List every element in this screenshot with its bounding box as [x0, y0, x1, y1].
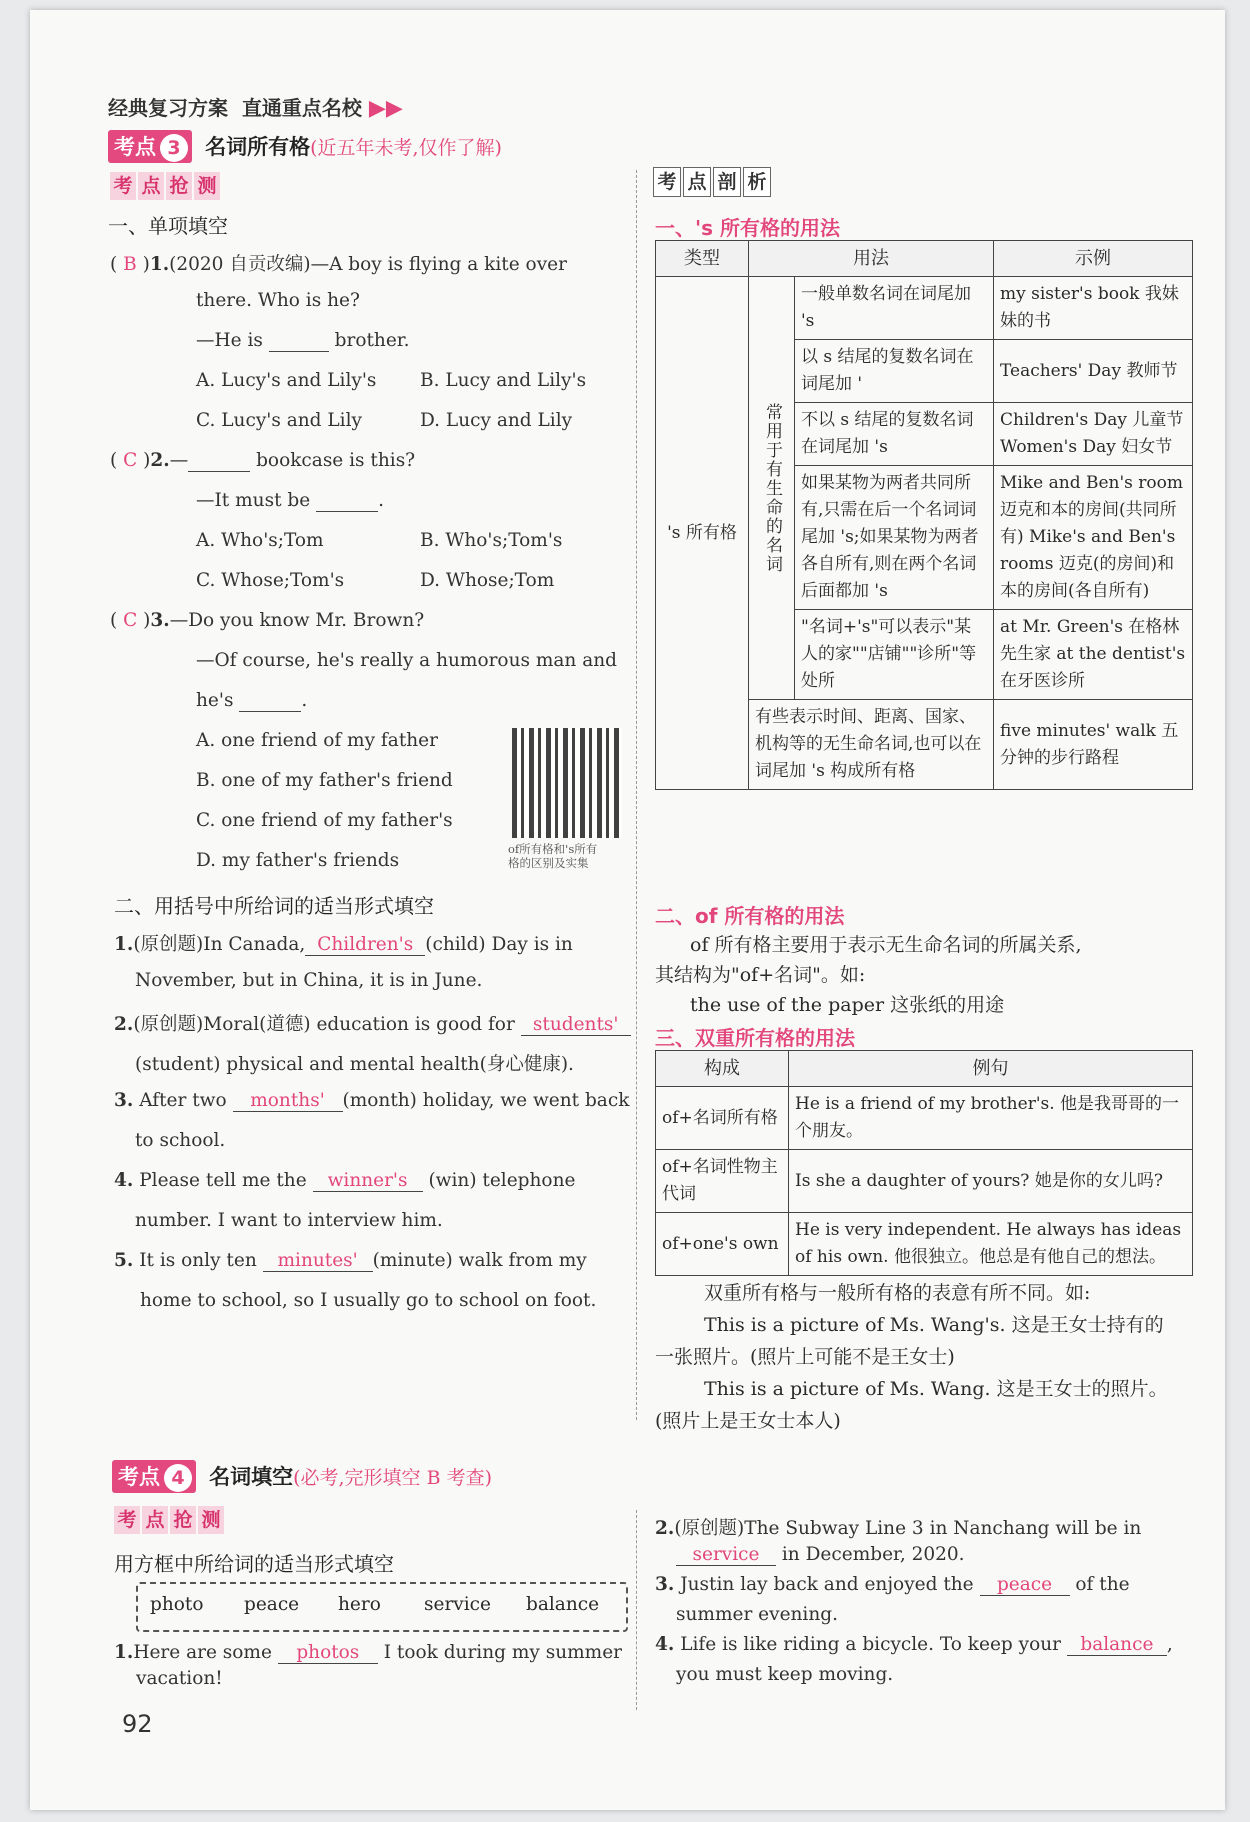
- answer: B: [123, 254, 137, 275]
- question-line: summer evening.: [676, 1604, 838, 1625]
- paragraph: the use of the paper 这张纸的用途: [690, 994, 1005, 1016]
- option-d: D. Lucy and Lily: [420, 410, 573, 431]
- question-line: —It must be .: [196, 490, 384, 511]
- fill-question-1: 1.Here are some photos I took during my summer: [114, 1642, 623, 1663]
- option-d: D. Whose;Tom: [420, 570, 555, 591]
- table-row: 不以 s 结尾的复数名词在词尾加 's Children's Day 儿童节 Women's Day 妇女节: [656, 403, 1193, 466]
- question-3: ( C )3.—Do you know Mr. Brown?: [110, 610, 425, 631]
- slogan: 直通重点名校: [241, 96, 362, 120]
- qr-caption: of所有格和's所有 格的区别及实集: [508, 842, 598, 870]
- option-b: B. one of my father's friend: [196, 770, 453, 791]
- fill-question-4: 4. Please tell me the winner's (win) telephone: [114, 1170, 576, 1191]
- table-header-row: 构成 例句: [656, 1051, 1193, 1087]
- practice-label: 考 点 抢 测: [114, 1506, 226, 1534]
- paragraph: 双重所有格与一般所有格的表意有所不同。如:: [704, 1282, 1091, 1304]
- kaodian3-title: 名词所有格: [205, 135, 311, 159]
- option-c: C. Whose;Tom's: [196, 570, 345, 591]
- part1-title: 一、单项填空: [108, 214, 228, 238]
- section-2-title: 二、of 所有格的用法: [655, 904, 845, 928]
- word: peace: [244, 1594, 300, 1615]
- option-a: A. one friend of my father: [196, 730, 438, 751]
- table-row: 's 所有格 常用于有生命的名词 一般单数名词在词尾加 's my sister's book 我妹妹的书: [656, 277, 1193, 340]
- paragraph: 其结构为"of+名词"。如:: [655, 964, 866, 986]
- word: service: [424, 1594, 491, 1615]
- table-row: 以 s 结尾的复数名词在词尾加 ' Teachers' Day 教师节: [656, 340, 1193, 403]
- question-line: there. Who is he?: [196, 290, 360, 311]
- double-possessive-table: [655, 1050, 1193, 1276]
- column-divider: [636, 170, 637, 1420]
- section-1-title: 一、's 所有格的用法: [655, 216, 840, 240]
- type-cell: 's 所有格: [656, 277, 749, 790]
- table-row: "名词+'s"可以表示"某人的家""店铺""诊所"等处所 at Mr. Green's 在格林先生家 at the dentist's 在牙医诊所: [656, 610, 1193, 700]
- option-b: B. Who's;Tom's: [420, 530, 563, 551]
- page-header: [108, 92, 403, 121]
- paragraph: This is a picture of Ms. Wang's. 这是王女士持有的: [704, 1314, 1164, 1336]
- fill-question-4: 4. Life is like riding a bicycle. To keep your balance ,: [655, 1634, 1173, 1655]
- paragraph: 一张照片。(照片上可能不是王女士): [655, 1346, 955, 1368]
- qr-code[interactable]: [512, 728, 622, 838]
- section-3-title: 三、双重所有格的用法: [655, 1026, 855, 1050]
- question-2: ( C )2.— bookcase is this?: [110, 450, 416, 471]
- table-row: of+名词性物主代词 Is she a daughter of yours? 她是你的女儿吗?: [656, 1150, 1193, 1213]
- question-line: —Of course, he's really a humorous man and: [196, 650, 618, 671]
- part2-title: 二、用括号中所给词的适当形式填空: [114, 894, 434, 918]
- question-line: vacation!: [136, 1668, 223, 1689]
- fill-question-3: 3. After two months' (month) holiday, we went back: [114, 1090, 630, 1111]
- word: balance: [526, 1594, 600, 1615]
- option-a: A. Who's;Tom: [196, 530, 324, 551]
- option-b: B. Lucy and Lily's: [420, 370, 587, 391]
- kaodian3-note: (近五年未考,仅作了解): [310, 137, 502, 159]
- word-box: [136, 1582, 628, 1632]
- option-d: D. my father's friends: [196, 850, 400, 871]
- word: photo: [150, 1594, 204, 1615]
- word: hero: [338, 1594, 381, 1615]
- double-arrow-icon: ▶▶: [368, 96, 403, 121]
- question-line: you must keep moving.: [676, 1664, 894, 1685]
- paragraph: (照片上是王女士本人): [655, 1410, 841, 1432]
- kaodian-badge: 考点 4: [112, 1460, 196, 1493]
- paragraph: This is a picture of Ms. Wang. 这是王女士的照片。: [704, 1378, 1168, 1400]
- question-line: service in December, 2020.: [676, 1544, 965, 1566]
- fill-question-1: 1.(原创题)In Canada, Children's (child) Day is in: [114, 934, 573, 955]
- vertical-note: 常用于有生命的名词: [749, 277, 795, 700]
- practice-label: 考 点 抢 测: [110, 172, 222, 200]
- question-line: he's .: [196, 690, 308, 711]
- fill-question-2: 2.(原创题)The Subway Line 3 in Nanchang will be in: [655, 1518, 1142, 1539]
- workbook-page: [30, 10, 1225, 1810]
- series-name: 经典复习方案: [108, 96, 228, 120]
- question-1: ( B )1.(2020 自贡改编)—A boy is flying a kite over: [110, 254, 567, 275]
- fill-question-2: 2.(原创题)Moral(道德) education is good for students': [114, 1010, 631, 1036]
- table-header-row: 类型 用法 示例: [656, 241, 1193, 277]
- option-c: C. one friend of my father's: [196, 810, 453, 831]
- fill-question-5: 5. It is only ten minutes' (minute) walk from my: [114, 1250, 587, 1271]
- table-row: 如果某物为两者共同所有,只需在后一个名词词尾加 's;如果某物为两者各自所有,则在两个名词后面都加 's Mike and Ben's room 迈克和本的房间(共同所有) Mike's and Ben's rooms 迈克(的房间)和本的房间(各自所有): [656, 466, 1193, 610]
- question-line: —He is brother.: [196, 330, 410, 351]
- table-row: of+名词所有格 He is a friend of my brother's. 他是我哥哥的一个朋友。: [656, 1087, 1193, 1150]
- option-a: A. Lucy's and Lily's: [196, 370, 377, 391]
- question-line: to school.: [135, 1130, 226, 1151]
- kaodian4-heading: [112, 1460, 492, 1493]
- option-c: C. Lucy's and Lily: [196, 410, 362, 431]
- kaodian-badge: 考点 3: [108, 130, 192, 163]
- question-line: November, but in China, it is in June.: [135, 970, 483, 991]
- fill-question-3: 3. Justin lay back and enjoyed the peace of the: [655, 1574, 1130, 1595]
- possessive-table: [655, 240, 1193, 790]
- table-row: 有些表示时间、距离、国家、机构等的无生命名词,也可以在词尾加 's 构成所有格 five minutes' walk 五分钟的步行路程: [656, 700, 1193, 790]
- table-row: of+one's own He is very independent. He always has ideas of his own. 他很独立。他总是有他自己的想法。: [656, 1213, 1193, 1276]
- kaodian3-heading: [108, 130, 502, 163]
- kaodian4-note: (必考,完形填空 B 考查): [293, 1467, 493, 1489]
- analysis-label: 考 点 剖 析: [653, 167, 773, 197]
- page-number: 92: [122, 1710, 153, 1738]
- paragraph: of 所有格主要用于表示无生命名词的所属关系,: [690, 934, 1082, 956]
- instruction: 用方框中所给词的适当形式填空: [114, 1552, 394, 1576]
- column-divider: [636, 1510, 637, 1710]
- question-line: (student) physical and mental health(身心健康).: [135, 1054, 574, 1075]
- question-line: number. I want to interview him.: [135, 1210, 443, 1231]
- kaodian4-title: 名词填空: [209, 1465, 294, 1489]
- question-line: home to school, so I usually go to school on foot.: [140, 1290, 597, 1311]
